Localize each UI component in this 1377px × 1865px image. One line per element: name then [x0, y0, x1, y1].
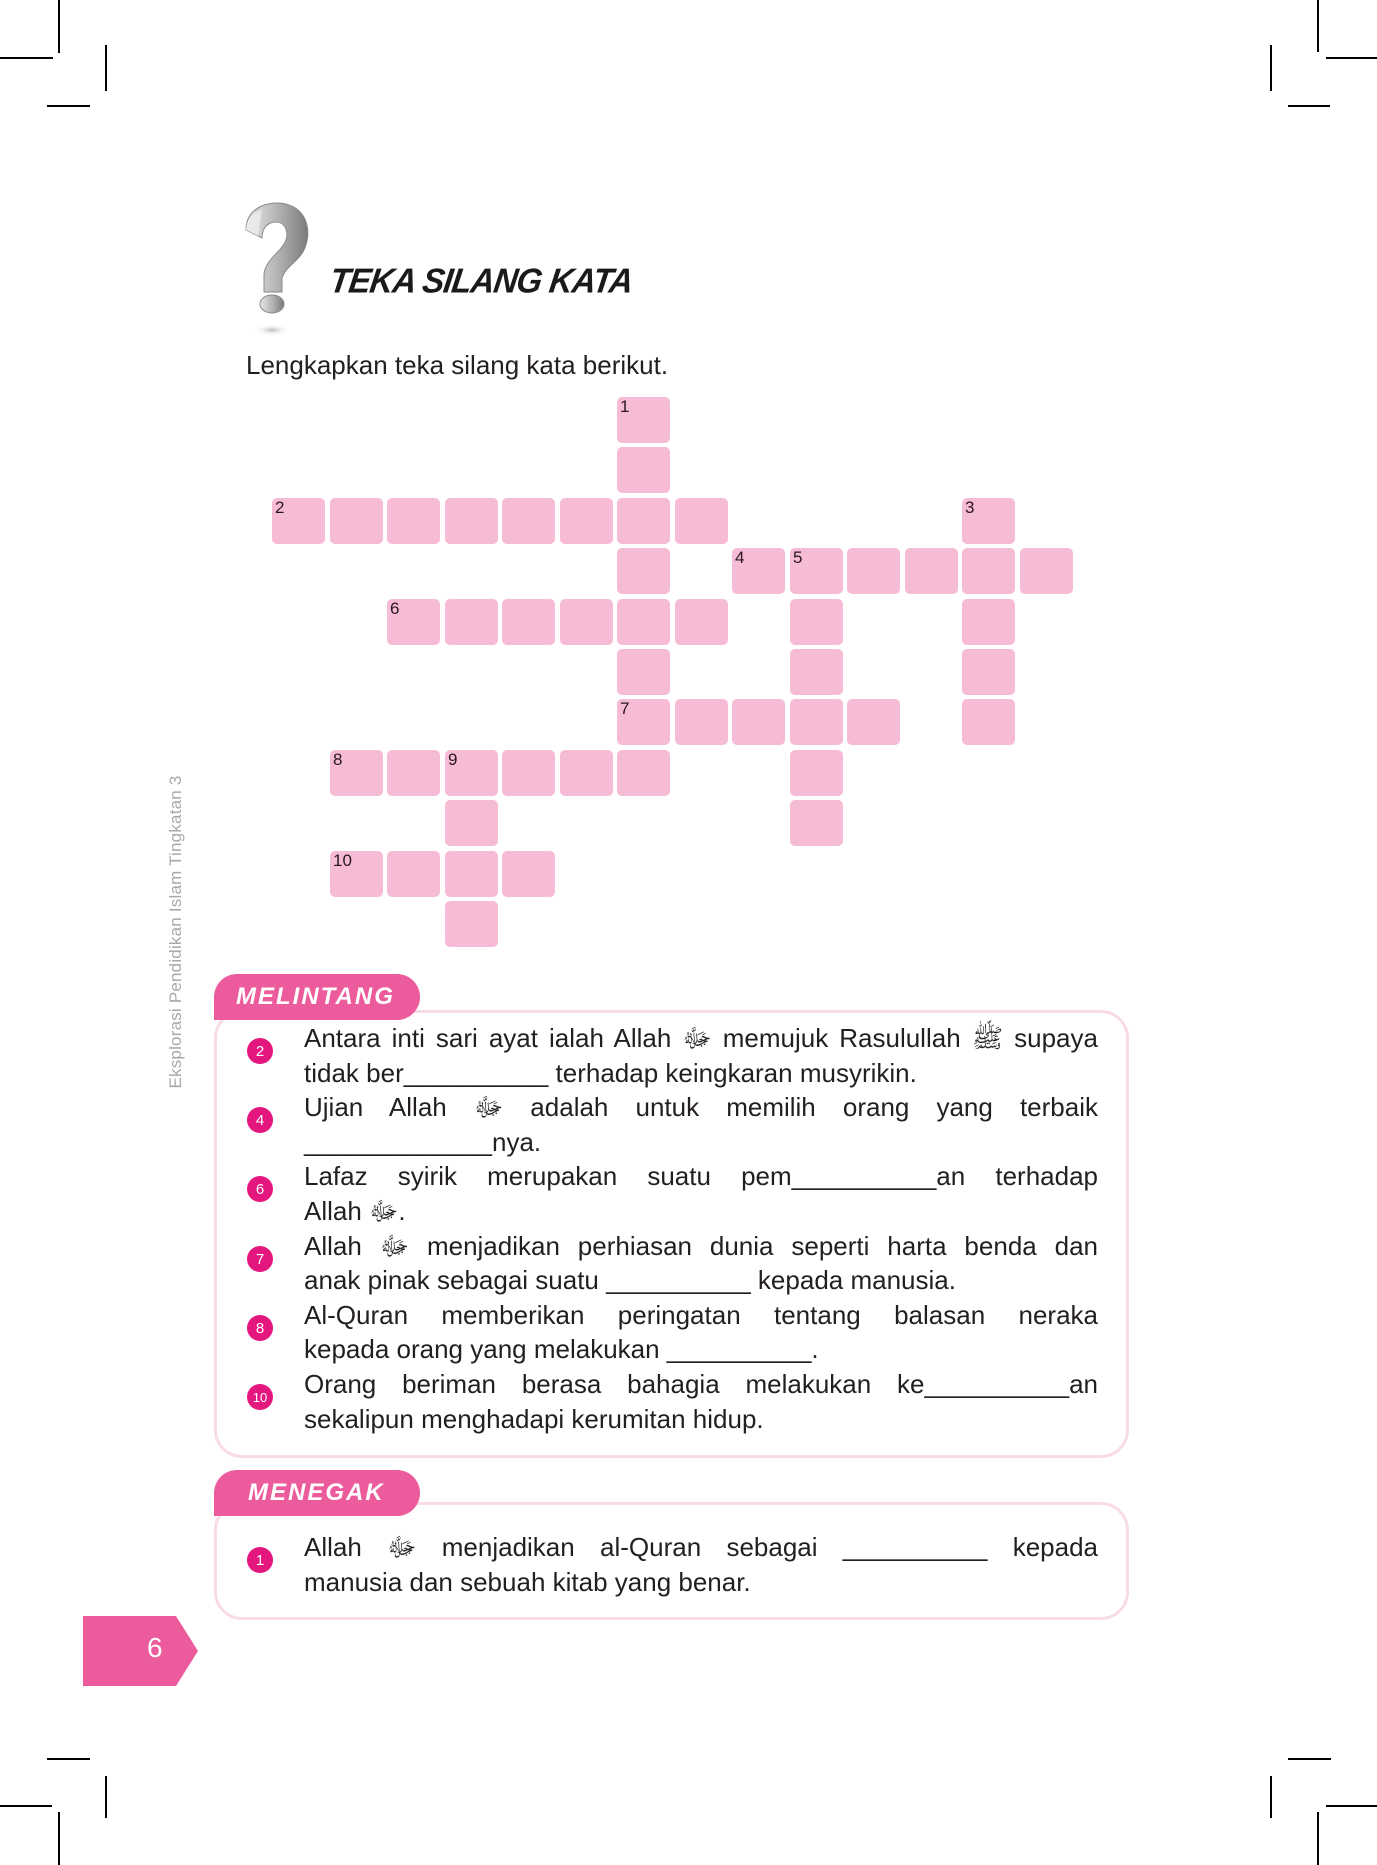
clue-text: Allah ﷻ menjadikan perhiasan dunia seperti harta benda dan: [304, 1231, 1098, 1261]
crossword-cell[interactable]: [790, 800, 843, 846]
clue-number: 4: [735, 548, 745, 567]
crossword-cell[interactable]: [387, 498, 440, 544]
crop-mark: [1270, 1776, 1272, 1818]
crossword-cell[interactable]: [502, 750, 555, 796]
crop-mark: [0, 1805, 52, 1807]
question-mark-3d-icon: [238, 200, 318, 340]
crossword-cell[interactable]: [675, 599, 728, 645]
melintang-label: [214, 974, 420, 1020]
crossword-cell[interactable]: [962, 548, 1015, 594]
crossword-cell[interactable]: [617, 397, 670, 443]
clue-text: Allah ﷻ menjadikan al-Quran sebagai __________ kepada: [304, 1532, 1098, 1562]
crop-mark: [1317, 0, 1319, 52]
page-number: 6: [147, 1632, 163, 1663]
clue-text: Allah ﷻ.: [304, 1196, 406, 1226]
crossword-cell[interactable]: [962, 498, 1015, 544]
crop-mark: [1288, 105, 1330, 107]
crossword-cell[interactable]: [445, 901, 498, 947]
clue-text: _____________nya.: [304, 1127, 542, 1157]
crossword-cell[interactable]: [675, 498, 728, 544]
clue-number-badge: 7: [247, 1246, 273, 1272]
page-title: TEKA SILANG KATA: [327, 261, 636, 300]
crop-mark: [1326, 1805, 1377, 1807]
crop-mark: [105, 45, 107, 91]
crossword-cell[interactable]: [847, 699, 900, 745]
crop-mark: [58, 0, 60, 53]
page-number-tab: [83, 1616, 198, 1686]
clue-text: Orang beriman berasa bahagia melakukan ke__________an: [304, 1369, 1098, 1399]
crossword-cell[interactable]: [790, 750, 843, 796]
crossword-cell[interactable]: [962, 599, 1015, 645]
crossword-cell[interactable]: [617, 599, 670, 645]
clue-number-badge: 4: [247, 1107, 273, 1133]
clue-number-badge: 10: [247, 1384, 273, 1410]
crossword-cell[interactable]: [387, 851, 440, 897]
crossword-cell[interactable]: [790, 699, 843, 745]
crossword-cell[interactable]: [330, 498, 383, 544]
book-title-vertical: Eksplorasi Pendidikan Islam Tingkatan 3: [166, 775, 185, 1089]
crossword-cell[interactable]: [445, 498, 498, 544]
crossword-cell[interactable]: [617, 447, 670, 493]
crossword-cell[interactable]: [445, 800, 498, 846]
crossword-cell[interactable]: [617, 498, 670, 544]
crop-mark: [47, 105, 90, 107]
crop-mark: [58, 1812, 60, 1865]
menegak-label: [214, 1470, 420, 1516]
crossword-cell[interactable]: [560, 750, 613, 796]
melintang-label-text: MELINTANG: [236, 983, 395, 1010]
crossword-cell[interactable]: [502, 851, 555, 897]
crossword-cell[interactable]: [617, 649, 670, 695]
crossword-cell[interactable]: [330, 750, 383, 796]
clue-text: Ujian Allah ﷻ adalah untuk memilih orang yang terbaik: [304, 1092, 1098, 1122]
clue-text: tidak ber__________ terhadap keingkaran musyrikin.: [304, 1058, 917, 1088]
crossword-cell[interactable]: [732, 548, 785, 594]
crossword-cell[interactable]: [387, 599, 440, 645]
crop-mark: [0, 57, 53, 59]
clue-text: Lafaz syirik merupakan suatu pem__________an terhadap: [304, 1161, 1098, 1191]
clue-number-badge: 8: [247, 1315, 273, 1341]
clue-text: kepada orang yang melakukan __________.: [304, 1334, 819, 1364]
clue-number: 7: [620, 699, 630, 718]
clue-text: sekalipun menghadapi kerumitan hidup.: [304, 1404, 764, 1434]
crop-mark: [1288, 1758, 1331, 1760]
crop-mark: [1326, 57, 1377, 59]
clue-number: 6: [390, 599, 400, 618]
crossword-cell[interactable]: [387, 750, 440, 796]
crossword-cell[interactable]: [502, 599, 555, 645]
clue-number: 8: [333, 750, 343, 769]
crossword-cell[interactable]: [790, 548, 843, 594]
clue-number: 2: [275, 498, 285, 517]
crossword-cell[interactable]: [445, 599, 498, 645]
crop-mark: [1270, 45, 1272, 91]
crossword-cell[interactable]: [502, 498, 555, 544]
clue-text: anak pinak sebagai suatu __________ kepada manusia.: [304, 1265, 956, 1295]
crop-mark: [47, 1758, 90, 1760]
clue-number-badge: 1: [247, 1547, 273, 1573]
crossword-cell[interactable]: [790, 649, 843, 695]
crossword-cell[interactable]: [560, 498, 613, 544]
crossword-cell[interactable]: [617, 548, 670, 594]
clue-number: 9: [448, 750, 458, 769]
crossword-cell[interactable]: [330, 851, 383, 897]
crossword-cell[interactable]: [962, 699, 1015, 745]
crop-mark: [105, 1776, 107, 1818]
crossword-cell[interactable]: [905, 548, 958, 594]
menegak-label-text: MENEGAK: [248, 1479, 385, 1506]
crossword-cell[interactable]: [560, 599, 613, 645]
crossword-cell[interactable]: [675, 699, 728, 745]
crossword-cell[interactable]: [847, 548, 900, 594]
clue-text: manusia dan sebuah kitab yang benar.: [304, 1567, 751, 1597]
clue-number: 10: [333, 851, 352, 870]
crossword-cell[interactable]: [962, 649, 1015, 695]
clue-text: Antara inti sari ayat ialah Allah ﷻ memujuk Rasulullah ﷺ supaya: [304, 1023, 1098, 1053]
crossword-cell[interactable]: [445, 851, 498, 897]
crossword-cell[interactable]: [1020, 548, 1073, 594]
clue-text: Al-Quran memberikan peringatan tentang balasan neraka: [304, 1300, 1098, 1330]
crossword-cell[interactable]: [272, 498, 325, 544]
clue-number: 1: [620, 397, 630, 416]
crossword-cell[interactable]: [445, 750, 498, 796]
clue-number-badge: 6: [247, 1176, 273, 1202]
crossword-cell[interactable]: [790, 599, 843, 645]
clue-number: 3: [965, 498, 975, 517]
crossword-cell[interactable]: [617, 750, 670, 796]
clue-number: 5: [793, 548, 803, 567]
crossword-cell[interactable]: [617, 699, 670, 745]
clue-number-badge: 2: [247, 1038, 273, 1064]
crossword-cell[interactable]: [732, 699, 785, 745]
crop-mark: [1317, 1812, 1319, 1865]
instruction-text: Lengkapkan teka silang kata berikut.: [246, 350, 669, 380]
